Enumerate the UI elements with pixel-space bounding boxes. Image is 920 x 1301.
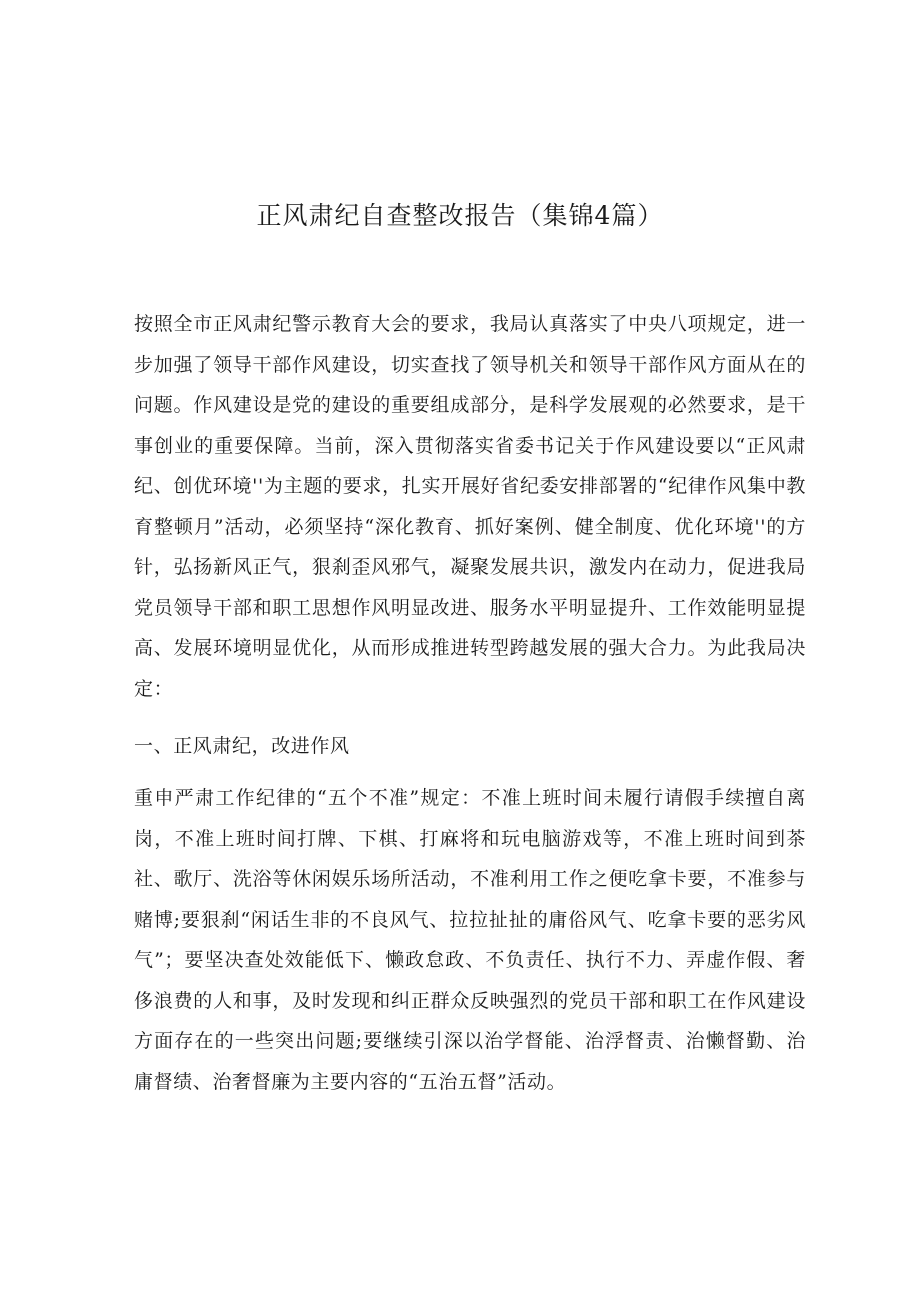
document-title: 正风肃纪自查整改报告（集锦4篇） — [256, 201, 664, 230]
intro-paragraph: 按照全市正风肃纪警示教育大会的要求，我局认真落实了中央八项规定，进一步加强了领导干部作风建设，切实查找了领导机关和领导干部作风方面从在的问题。作风建设是党的建设的重要组成部分，是科学发展观的必然要求，是干事创业的重要保障。当前，深入贯彻落实省委书记关于作风建设要以“正风肃纪、创优环境''为主题的要求，扎实开展好省纪委安排部署的“纪律作风集中教育整顿月”活动，必须坚持“深化教育、抓好案例、健全制度、优化环境''的方针，弘扬新风正气，狠刹歪风邪气，凝聚发展共识，激发内在动力，促进我局党员领导干部和职工思想作风明显改进、服务水平明显提升、工作效能明显提高、发展环境明显优化，从而形成推进转型跨越发展的强大合力。为此我局决定： — [134, 313, 806, 700]
section-paragraph: 重申严肃工作纪律的“五个不准”规定：不准上班时间未履行请假手续擅自离岗，不准上班时间打牌、下棋、打麻将和玩电脑游戏等，不准上班时间到茶社、歌厅、洗浴等休闲娱乐场所活动，不准利用工作之便吃拿卡要，不准参与赌博;要狠刹“闲话生非的不良风气、拉拉扯扯的庸俗风气、吃拿卡要的恶劣风气”；要坚决查处效能低下、懒政怠政、不负责任、执行不力、弄虚作假、奢侈浪费的人和事，及时发现和纠正群众反映强烈的党员干部和职工在作风建设方面存在的一些突出问题;要继续引深以治学督能、治浮督责、治懒督勤、治庸督绩、治奢督廉为主要内容的“五治五督”活动。 — [134, 787, 806, 1093]
section-heading: 一、正风肃纪，改进作风 — [134, 735, 350, 757]
